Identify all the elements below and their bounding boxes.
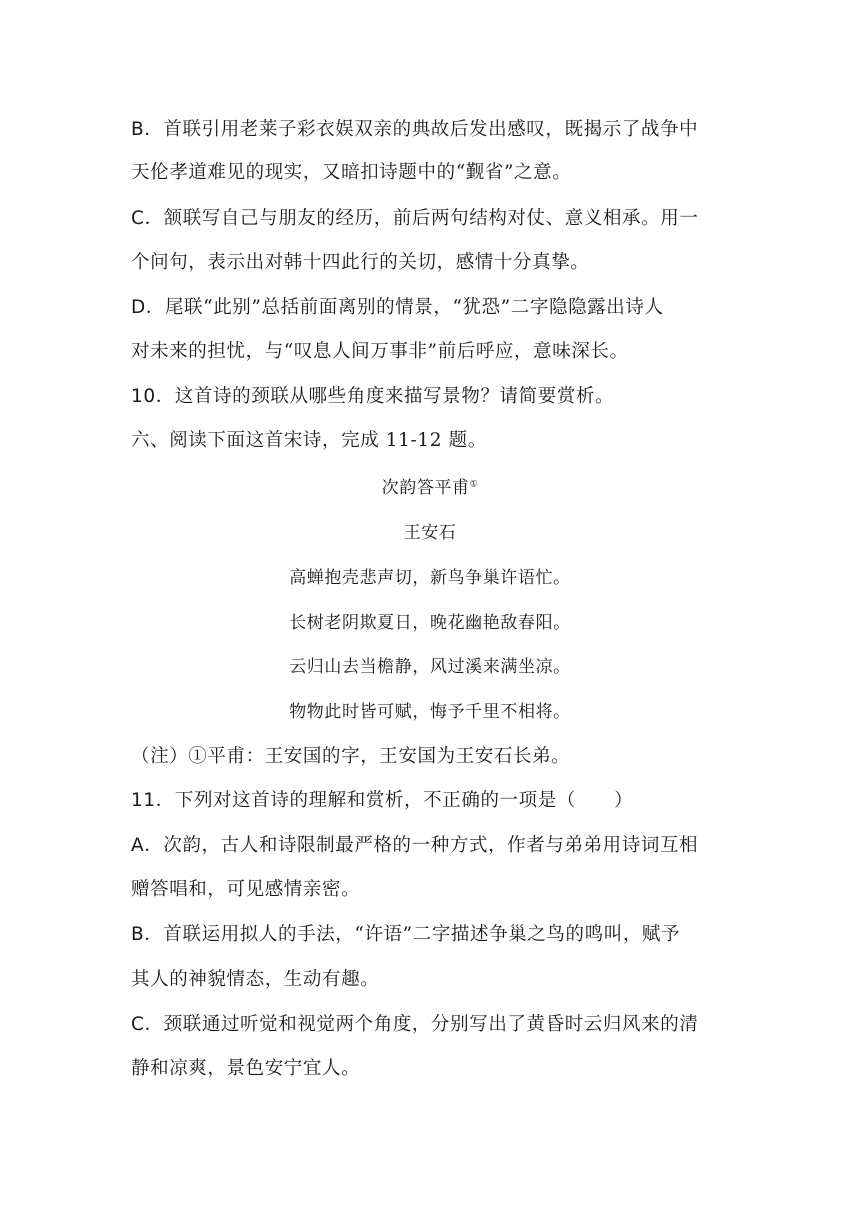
option-label: A． — [131, 835, 164, 856]
q9-option-b-line1 — [131, 115, 731, 145]
question-text: 下列对这首诗的理解和赏析，不正确的一项是（ ） — [174, 790, 634, 811]
question-10 — [131, 382, 731, 412]
poem-line-4: 物物此时皆可赋，悔予千里不相将。 — [289, 702, 571, 722]
option-text: 颔联写自己与朋友的经历，前后两句结构对仗、意义相承。用一 — [163, 208, 699, 229]
poem-line-2: 长树老阴欺夏日，晚花幽艳敌春阳。 — [289, 613, 571, 633]
q11-option-a-line1 — [131, 831, 731, 861]
option-text: 首联运用拟人的手法，“许语”二字描述争巢之鸟的鸣叫，赋予 — [163, 924, 681, 945]
poem-author: 王安石 — [403, 523, 457, 543]
option-text: 次韵，古人和诗限制最严格的一种方式，作者与弟弟用诗词互相 — [163, 835, 699, 856]
option-label: C． — [131, 208, 164, 229]
q9-option-d-line2: 对未来的担忧，与“叹息人间万事非”前后呼应，意味深长。 — [131, 341, 629, 362]
q11-option-b-line2: 其人的神貌情态，生动有趣。 — [131, 969, 380, 990]
option-text: 尾联“此别”总括前面离别的情景，“犹恐”二字隐隐露出诗人 — [164, 297, 664, 318]
poem-footnote: （注）①平甫：王安国的字，王安国为王安石长弟。 — [131, 746, 571, 767]
option-label: B． — [131, 119, 164, 140]
option-text: 颈联通过听觉和视觉两个角度，分别写出了黄昏时云归风来的清 — [163, 1014, 699, 1035]
q9-option-d-line1 — [131, 293, 731, 323]
option-label: D． — [131, 297, 165, 318]
section-6-heading: 六、阅读下面这首宋诗，完成 11-12 题。 — [131, 430, 487, 451]
question-text: 这首诗的颈联从哪些角度来描写景物？请简要赏析。 — [174, 386, 615, 407]
question-number: 11． — [131, 790, 175, 811]
option-label: B． — [131, 924, 164, 945]
poem-line-3: 云归山去当檐静，风过溪来满坐凉。 — [289, 657, 571, 677]
question-11 — [131, 786, 731, 816]
poem-title-note-marker: ① — [469, 479, 479, 490]
option-label: C． — [131, 1014, 164, 1035]
q11-option-a-line2: 赠答唱和，可见感情亲密。 — [131, 879, 361, 900]
poem-line-1: 高蝉抱壳悲声切，新鸟争巢许语忙。 — [289, 568, 571, 588]
poem-title-text: 次韵答平甫 — [381, 478, 470, 498]
q11-option-b-line1 — [131, 920, 731, 950]
q9-option-c-line2: 个问句，表示出对韩十四此行的关切，感情十分真挚。 — [131, 252, 590, 273]
question-number: 10． — [131, 386, 175, 407]
q9-option-b-line2: 天伦孝道难见的现实，又暗扣诗题中的“觐省”之意。 — [131, 162, 572, 183]
q9-option-c-line1 — [131, 204, 731, 234]
poem-title — [0, 473, 860, 503]
q11-option-c-line1 — [131, 1010, 731, 1040]
option-text: 首联引用老莱子彩衣娱双亲的典故后发出感叹，既揭示了战争中 — [163, 119, 699, 140]
q11-option-c-line2: 静和凉爽，景色安宁宜人。 — [131, 1058, 361, 1079]
